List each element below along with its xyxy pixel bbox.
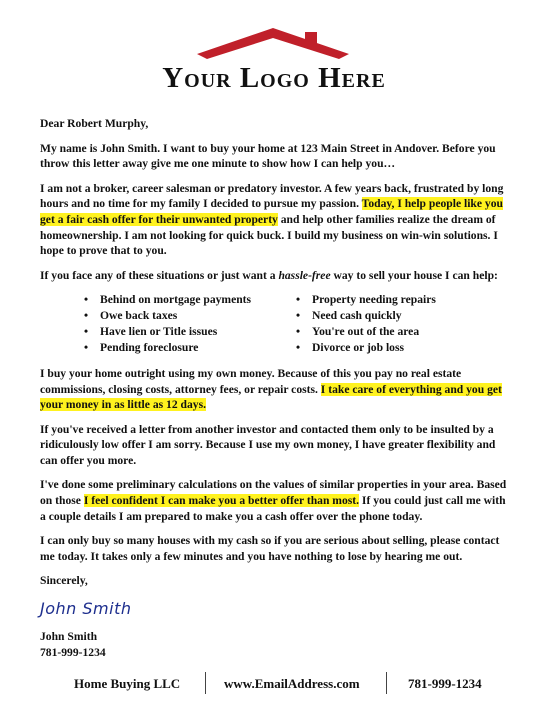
handwritten-signature: John Smith [40,599,132,619]
list-item: • Behind on mortgage payments [84,292,296,308]
logo-text: Your Logo Here [162,62,386,94]
footer-divider [205,672,206,694]
list-item: • Property needing repairs [296,292,508,308]
greeting: Dear Robert Murphy, [40,117,149,130]
footer [0,672,548,700]
situations-lists [40,292,508,356]
footer-phone: 781-999-1234 [408,676,482,691]
emphasis-hassle-free: hassle-free [278,268,331,282]
highlight-fair-offer: Today, I help people like you get a fair cash offer for their unwanted property [40,197,503,226]
highlight-12-days: I take care of everything and you get your money in as little as 12 days. [40,382,502,412]
sender-name: John Smith [40,630,98,644]
letter-body [40,116,508,660]
list-item: • Have lien or Title issues [84,324,296,340]
closing: Sincerely, [40,574,88,588]
footer-divider [386,672,387,694]
list-item: • Pending foreclosure [84,340,296,356]
paragraph-about: I am not a broker, career salesman or predatory investor. A few years back, frustrated by long hours and no time for my family I decided to pursue my passion. Today, I help people like you get a fair cash offer for their unwanted property and help other families realize the dream of homeownership. I am not looking for quick buck. I build my business on win-win solutions. I hope to prove that to you. [40,181,504,258]
list-item: • Divorce or job loss [296,340,508,356]
highlight-better-offer: I feel confident I can make you a better offer than most. [83,494,360,508]
paragraph-intro: My name is John Smith. I want to buy your home at 123 Main Street in Andover. Before you throw this letter away give me one minute to show how I can help you… [40,141,496,171]
paragraph-calculations: I've done some preliminary calculations on the values of similar properties in your area. Based on those I feel confident I can make you a better offer than most. If you could just call me with a couple details I am prepared to make you a cash offer over the phone today. [40,478,507,523]
situations-list-left [40,292,296,356]
list-item: • You're out of the area [296,324,508,340]
sender-phone: 781-999-1234 [40,645,106,659]
list-item: • Owe back taxes [84,308,296,324]
house-roof-icon [197,26,349,60]
situations-list-right [296,292,508,356]
footer-company: Home Buying LLC [74,676,181,691]
paragraph-own-money: I buy your home outright using my own money. Because of this you pay no real estate commissions, closing costs, attorney fees, or repair costs. I take care of everything and you get your money in as little as 12 days. [40,366,502,412]
footer-email: www.EmailAddress.com [224,676,360,691]
paragraph-contact: I can only buy so many houses with my cash so if you are serious about selling, please contact me today. It takes only a few minutes and you have nothing to lose by hearing me out. [40,534,500,563]
paragraph-other-investor: If you've received a letter from another investor and contacted them only to be insulted by a ridiculously low offer I am sorry. Because I use my own money, I have greater flexibility and can offer you more. [40,422,496,467]
paragraph-situations-intro: If you face any of these situations or just want a hassle-free way to sell your house I can help: [40,268,498,282]
list-item: • Need cash quickly [296,308,508,324]
